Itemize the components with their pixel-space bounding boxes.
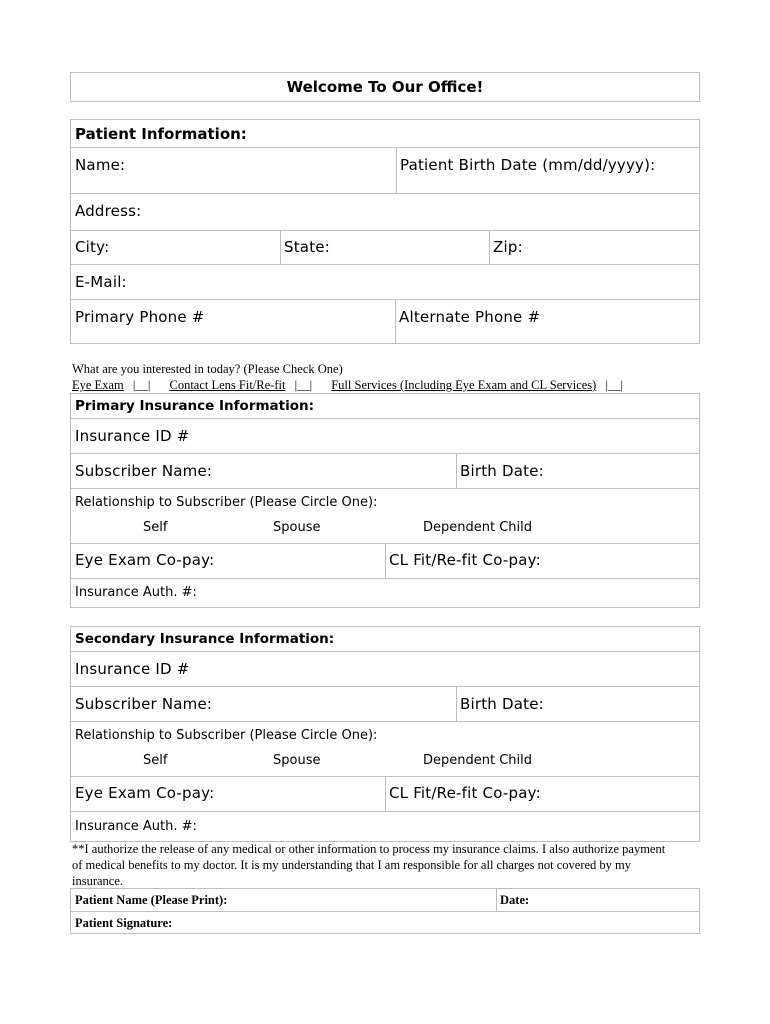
name-field[interactable]: Name:: [75, 156, 126, 174]
primary-eye-copay-field[interactable]: Eye Exam Co-pay:: [75, 551, 215, 569]
secondary-insurance-id-field[interactable]: Insurance ID #: [75, 660, 190, 678]
patient-signature-field[interactable]: Patient Signature:: [75, 916, 173, 930]
secondary-relationship-dependent[interactable]: Dependent Child: [423, 753, 533, 768]
primary-subscriber-birth-field[interactable]: Birth Date:: [460, 462, 544, 480]
secondary-relationship-self[interactable]: Self: [143, 753, 168, 768]
patient-name-print-field[interactable]: Patient Name (Please Print):: [75, 893, 228, 907]
page-title: Welcome To Our Office!: [286, 78, 484, 96]
option-contact-lens[interactable]: Contact Lens Fit/Re-fit: [169, 378, 286, 392]
primary-relationship-spouse[interactable]: Spouse: [273, 520, 321, 535]
city-field[interactable]: City:: [75, 238, 110, 256]
address-field[interactable]: Address:: [75, 202, 142, 220]
zip-field[interactable]: Zip:: [493, 238, 523, 256]
secondary-insurance-heading: Secondary Insurance Information:: [75, 631, 335, 647]
title-box: [70, 72, 700, 102]
authorization-line-1: **I authorize the release of any medical or other information to process my insurance claims. I also authorize payment: [72, 842, 666, 856]
primary-insurance-heading: Primary Insurance Information:: [75, 398, 315, 414]
authorization-line-2: of medical benefits to my doctor. It is my understanding that I am responsible for all charges not covered by my: [72, 858, 632, 872]
secondary-eye-copay-field[interactable]: Eye Exam Co-pay:: [75, 784, 215, 802]
option-eye-exam-checkbox[interactable]: |__|: [132, 378, 151, 392]
primary-auth-field[interactable]: Insurance Auth. #:: [75, 585, 197, 600]
email-field[interactable]: E-Mail:: [75, 273, 127, 291]
option-full-services-checkbox[interactable]: |__|: [605, 378, 623, 392]
secondary-relationship-spouse[interactable]: Spouse: [273, 753, 321, 768]
secondary-insurance-section: [70, 626, 700, 842]
authorization-line-3: insurance.: [72, 874, 124, 888]
primary-cl-copay-field[interactable]: CL Fit/Re-fit Co-pay:: [389, 551, 541, 569]
primary-insurance-section: [70, 393, 700, 608]
secondary-cl-copay-field[interactable]: CL Fit/Re-fit Co-pay:: [389, 784, 541, 802]
date-field[interactable]: Date:: [500, 893, 530, 907]
option-eye-exam[interactable]: Eye Exam: [72, 378, 124, 392]
option-contact-lens-checkbox[interactable]: |__|: [294, 378, 313, 392]
secondary-subscriber-birth-field[interactable]: Birth Date:: [460, 695, 544, 713]
primary-subscriber-name-field[interactable]: Subscriber Name:: [75, 462, 213, 480]
secondary-subscriber-name-field[interactable]: Subscriber Name:: [75, 695, 213, 713]
interest-options: [72, 378, 623, 393]
patient-info-section: [70, 119, 700, 344]
secondary-auth-field[interactable]: Insurance Auth. #:: [75, 819, 197, 834]
signature-section: [70, 888, 700, 934]
primary-relationship-label: Relationship to Subscriber (Please Circle One):: [75, 495, 378, 510]
interest-question: What are you interested in today? (Please Check One): [72, 362, 343, 376]
alternate-phone-field[interactable]: Alternate Phone #: [399, 308, 541, 326]
primary-phone-field[interactable]: Primary Phone #: [75, 308, 205, 326]
patient-info-heading: Patient Information:: [75, 125, 247, 143]
state-field[interactable]: State:: [284, 238, 330, 256]
primary-insurance-id-field[interactable]: Insurance ID #: [75, 427, 190, 445]
secondary-relationship-label: Relationship to Subscriber (Please Circle One):: [75, 728, 378, 743]
primary-relationship-dependent[interactable]: Dependent Child: [423, 520, 533, 535]
option-full-services[interactable]: Full Services (Including Eye Exam and CL Services): [331, 378, 597, 392]
primary-relationship-self[interactable]: Self: [143, 520, 168, 535]
birth-date-field[interactable]: Patient Birth Date (mm/dd/yyyy):: [400, 156, 656, 174]
